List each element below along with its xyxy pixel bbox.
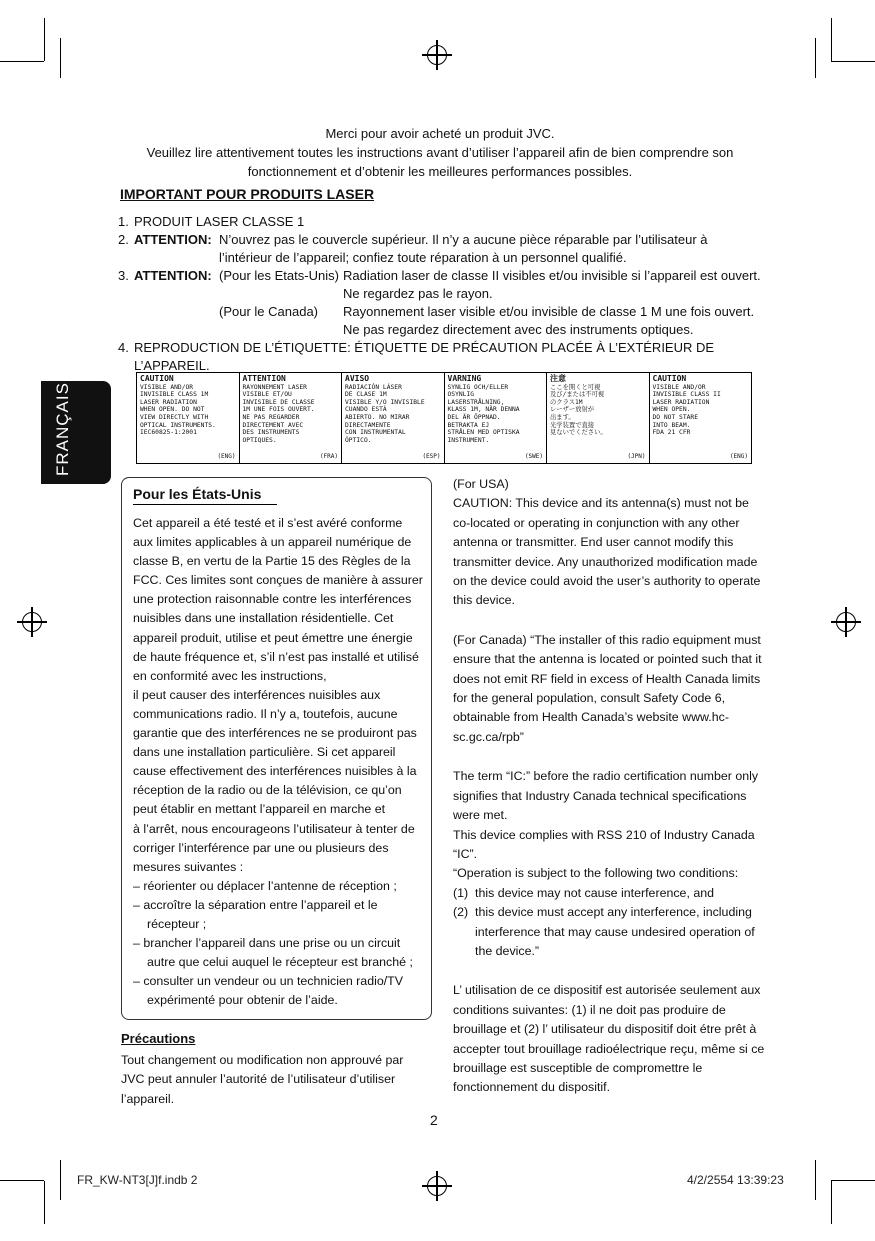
condition-item (453, 903, 765, 961)
warning-label-body: RAYONNEMENT LASER VISIBLE ET/OU INVISIBLE DE CLASSE 1M UNE FOIS OUVERT. NE PAS REGARDER DIRECTEMENT AVEC DES INSTRUMENTS OPTIQUES. (242, 383, 315, 444)
canada-notice: (For Canada) “The installer of this radio equipment must ensure that the antenna is located or pointed such that it does not emit RF field in excess of Health Canada limits for the general population, consult Safety Code 6, obtainable from Health Canada’s website www.hc-sc.gc.ca/rpb” (453, 632, 762, 744)
region-label: (Pour les Etats-Unis) (219, 268, 339, 283)
crop-mark (815, 38, 816, 78)
warning-label-code: (FRA) (319, 453, 338, 461)
crop-mark (0, 61, 44, 62)
intro-line: Veuillez lire attentivement toutes les instructions avant d’utiliser l’appareil afin de bien comprendre son (146, 145, 734, 160)
warning-label (342, 373, 445, 463)
laser-item-1 (118, 213, 763, 231)
list-item: – brancher l’appareil dans une prise ou un circuit autre que celui auquel le récepteur est branché ; (133, 936, 413, 970)
warning-label (445, 373, 548, 463)
warning-label-body: SYNLIG OCH/ELLER OSYNLIG LASERSTRÅLNING, KLASS 1M, NÄR DENNA DEL ÄR ÖPPNAD. BETRAKTA EJ STRÅLEN MED OPTISKA INSTRUMENT. (447, 383, 520, 444)
intro-text (120, 124, 760, 181)
crop-mark (831, 1180, 875, 1181)
warning-label (240, 373, 343, 463)
warning-label-head: VARNING (447, 374, 482, 383)
crop-mark (60, 1160, 61, 1200)
crop-mark (0, 1180, 44, 1181)
warning-label (650, 373, 752, 463)
usa-notice-text (133, 514, 425, 1010)
warning-label-body: VISIBLE AND/OR INVISIBLE CLASS II LASER RADIATION WHEN OPEN. DO NOT STARE INTO BEAM. FDA 21 CFR (652, 383, 721, 437)
language-tab-label: FRANÇAIS (53, 382, 72, 476)
warning-label-code: (SWE) (524, 453, 543, 461)
french-conditions: L’ utilisation de ce dispositif est autorisée seulement aux conditions suivantes: (1) il ne doit pas produire de brouillage et (2) l’ utilisateur du dispositif doit étre prêt à accepter tout brouillage radioélectrique reçu, même si ce brouillage est susceptible de compromettre le fonctionnement du dispositif. (453, 983, 765, 1095)
attention-label: ATTENTION: (134, 268, 212, 283)
laser-item-2 (118, 231, 763, 267)
condition-number: (1) (453, 885, 469, 900)
attention-label: ATTENTION: (134, 232, 212, 247)
warning-label-code: (ENG) (217, 453, 236, 461)
warning-label-head: AVISO (345, 374, 370, 383)
list-item: – accroître la séparation entre l’appareil et le récepteur ; (133, 897, 378, 931)
region-text: Radiation laser de classe II visibles et/ou invisible si l’appareil est ouvert. Ne regardez pas le rayon. (343, 268, 761, 301)
usa-caution: CAUTION: This device and its antenna(s) must not be co-located or operating in conjunction with any other antenna or transmitter. End user cannot modify this transmitter device. Any unauthorized modification made on the device could avoid the user’s authority to operate this device. (453, 496, 761, 608)
crop-mark (831, 18, 832, 61)
usa-notice-box (121, 477, 432, 1020)
crop-mark (44, 1181, 45, 1224)
warning-label-body: VISIBLE AND/OR INVISIBLE CLASS 1M LASER RADIATION WHEN OPEN. DO NOT VIEW DIRECTLY WITH OPTICAL INSTRUMENTS. IEC60825-1:2001 (140, 383, 216, 437)
crop-mark (60, 38, 61, 78)
laser-item-4 (118, 339, 763, 375)
laser-heading: IMPORTANT POUR PRODUITS LASER (120, 186, 375, 202)
precautions-text: Tout changement ou modification non approuvé par JVC peut annuler l’autorité de l’utilisateur d’utiliser l’appareil. (121, 1053, 404, 1106)
warning-label-code: (ESP) (422, 453, 441, 461)
warning-label-body: ここを開くと可視 及び/または不可視 のクラス1M レーザー放射が 出ます。 光学装置で直接 見ないでください。 (550, 383, 607, 437)
registration-mark-icon (427, 1176, 447, 1196)
list-item: – réorienter ou déplacer l’antenne de réception ; (133, 878, 397, 893)
language-tab (41, 381, 111, 484)
warning-label-head: CAUTION (140, 374, 174, 383)
warning-label-head: ATTENTION (242, 374, 286, 383)
crop-mark (815, 1160, 816, 1200)
right-column (453, 475, 765, 1098)
usa-label: (For USA) (453, 477, 509, 491)
list-item: – consulter un vendeur ou un technicien radio/TV expérimenté pour obtenir de l’aide. (133, 974, 404, 1008)
crop-mark (831, 61, 875, 62)
laser-sub-canada (118, 303, 763, 339)
item-text: REPRODUCTION DE L’ÉTIQUETTE: ÉTIQUETTE DE PRÉCAUTION PLACÉE À L’EXTÉRIEUR DE L’APPAREIL. (134, 340, 715, 373)
crop-mark (44, 18, 45, 61)
condition-text: this device may not cause interference, and (475, 885, 714, 900)
item-number: 3. (118, 268, 129, 283)
warning-label (547, 373, 650, 463)
usa-notice-title: Pour les États-Unis (133, 486, 277, 505)
warning-label-code: (ENG) (729, 453, 748, 461)
intro-line: fonctionnement et d’obtenir les meilleures performances possibles. (247, 164, 633, 179)
item-text: PRODUIT LASER CLASSE 1 (134, 214, 305, 229)
condition-item (453, 884, 765, 903)
item-number: 4. (118, 340, 129, 355)
precautions-title: Précautions (121, 1031, 196, 1046)
footer-date: 4/2/2554 13:39:23 (687, 1173, 784, 1187)
warning-label-code: (JPN) (627, 453, 646, 461)
registration-mark-icon (22, 612, 42, 632)
warning-label-head: 注意 (550, 374, 566, 383)
warning-label-head: CAUTION (652, 374, 687, 383)
operation-notice: “Operation is subject to the following two conditions: (453, 866, 739, 881)
page-number: 2 (430, 1112, 438, 1128)
laser-sub-usa (118, 267, 763, 303)
registration-mark-icon (836, 612, 856, 632)
rss-notice: This device complies with RSS 210 of Industry Canada “IC”. (453, 827, 755, 861)
laser-warning-labels (136, 372, 752, 464)
laser-list (118, 213, 763, 375)
usa-notice-paragraph: à l’arrêt, nous encourageons l’utilisateur à tenter de corriger l’interférence par une ou plusieurs des mesures suivantes : (133, 821, 415, 874)
ic-term-notice: The term “IC:” before the radio certification number only signifies that Industry Canada technical specifications were met. (453, 769, 759, 823)
region-label: (Pour le Canada) (219, 304, 318, 319)
crop-mark (831, 1181, 832, 1224)
warning-label-body: RADIACIÓN LÁSER DE CLASE 1M VISIBLE Y/O INVISIBLE CUANDO ESTÁ ABIERTO. NO MIRAR DIRECTAMENTE CON INSTRUMENTAL ÓPTICO. (345, 383, 425, 444)
intro-line: Merci pour avoir acheté un produit JVC. (325, 126, 555, 141)
item-number: 1. (118, 214, 129, 229)
region-text: Rayonnement laser visible et/ou invisible de classe 1 M une fois ouvert. Ne pas regardez directement avec des instruments optiques. (343, 304, 755, 337)
usa-notice-paragraph: Cet appareil a été testé et il s’est avéré conforme aux limites applicables à un appareil numérique de classe B, en vertu de la Partie 15 des Règles de la FCC. Ces limites sont conçues de manière à assurer une protection raisonnable contre les interférences nuisibles dans une installation résidentielle. Cet appareil produit, utilise et peut émettre une énergie de haute fréquence et, s’il n’est pas installé et utilisé en conformité avec les instructions, (133, 516, 423, 683)
item-text: N’ouvrez pas le couvercle supérieur. Il n’y a aucune pièce réparable par l’utilisateur à l’intérieur de l’appareil; confiez toute réparation à un personnel qualifié. (219, 232, 708, 265)
warning-label (137, 373, 240, 463)
footer-file: FR_KW-NT3[J]f.indb 2 (77, 1173, 198, 1187)
condition-text: this device must accept any interference, including interference that may cause undesired operation of the device.” (475, 905, 755, 958)
laser-item-3 (118, 267, 763, 339)
condition-number: (2) (453, 905, 469, 920)
item-number: 2. (118, 232, 129, 247)
registration-mark-icon (427, 45, 447, 65)
usa-notice-paragraph: il peut causer des interférences nuisibles aux communications radio. Il n’y a, toutefois, aucune garantie que des interférences ne se produiront pas dans une installation particulière. Si cet appareil cause effectivement des interférences nuisibles à la réception de la radio ou de la télévision, ce qu’on peut établir en mettant l’appareil en marche et (133, 687, 417, 817)
